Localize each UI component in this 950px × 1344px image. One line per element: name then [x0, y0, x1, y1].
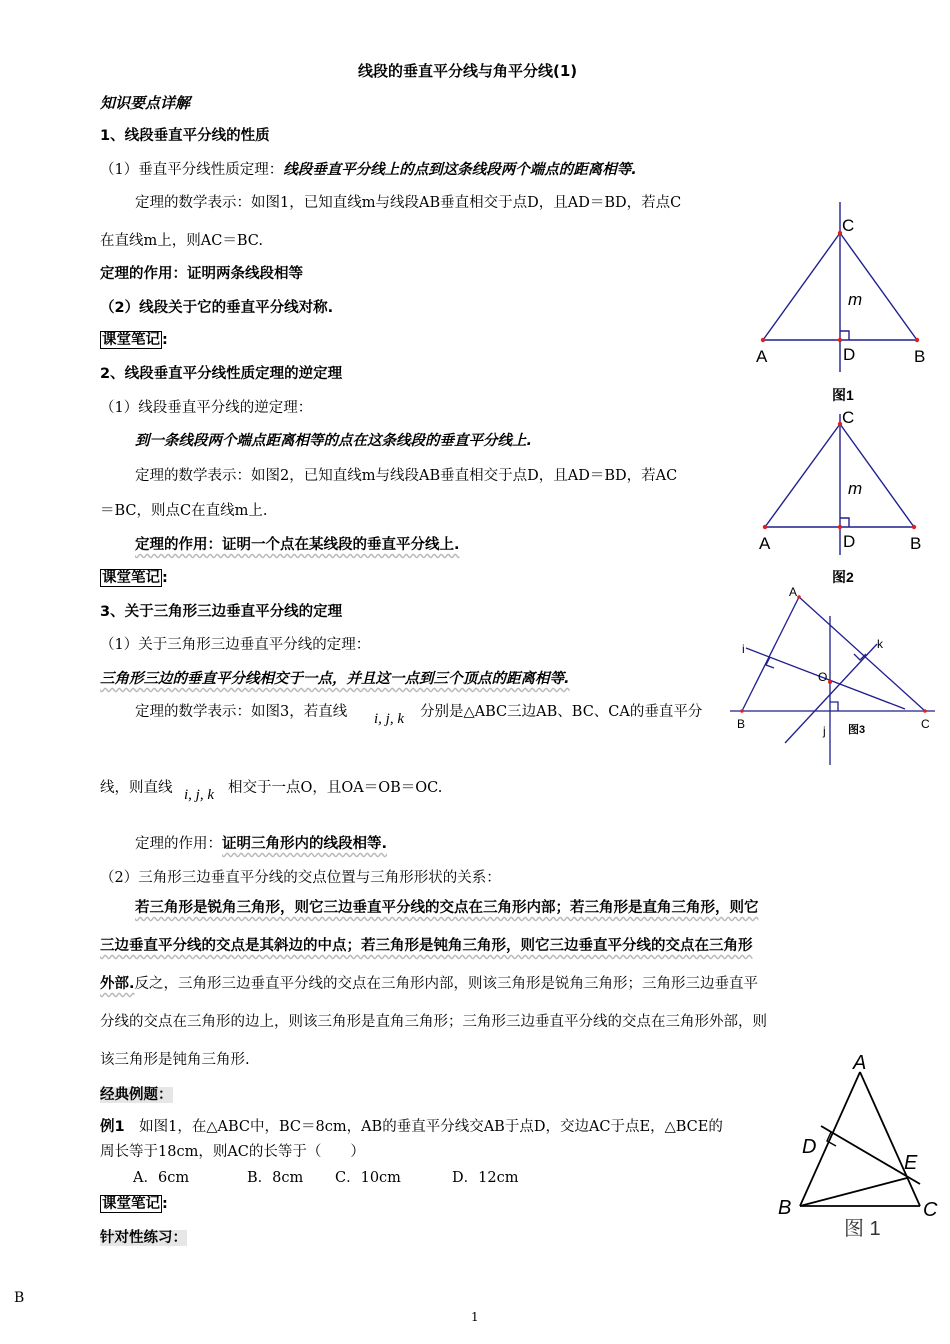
figure-1 [740, 200, 940, 410]
s3-math-line-2b: 相交于一点O，且OA＝OB＝OC. [228, 780, 443, 796]
fig2-point-a [763, 525, 767, 529]
s3-effect-text: 证明三角形内的线段相等. [222, 836, 388, 852]
s3-normal-line-4: 分线的交点在三角形的边上，则该三角形是直角三角形；三角形三边垂直平分线的交点在三角形外部，则 [100, 1014, 767, 1030]
s3-relation-label: （2）三角形三边垂直平分线的交点位置与三角形形状的关系： [100, 870, 501, 886]
footer-left-mark: B [14, 1290, 25, 1306]
fig2-side-ac [765, 424, 840, 527]
fig3-caption: 图3 [848, 724, 866, 736]
fig1-point-d [838, 338, 842, 342]
s2-theorem-label: （1）线段垂直平分线的逆定理： [100, 400, 313, 416]
notes-2 [100, 566, 168, 587]
example-1-line-1 [100, 1115, 723, 1136]
s3-theorem-statement: 三角形三边的垂直平分线相交于一点，并且这一点到三个顶点的距离相等. [100, 671, 570, 687]
examples-title [100, 1083, 173, 1104]
practice-title [100, 1226, 187, 1247]
fig3-point-b [740, 709, 744, 713]
fig1-label-m: m [848, 290, 863, 309]
s3-relation-paragraph [100, 889, 860, 1079]
notes-1 [100, 328, 168, 349]
fig1-caption: 图1 [832, 387, 854, 403]
s1-theorem-statement: 线段垂直平分线上的点到这条线段两个端点的距离相等. [283, 162, 637, 178]
fig2-side-bc [840, 424, 914, 527]
ex-fig-label-b: B [778, 1197, 792, 1219]
section-2-title: 2、线段垂直平分线性质定理的逆定理 [100, 366, 343, 382]
fig1-side-ac [763, 233, 840, 340]
ex-fig-label-e: E [904, 1152, 918, 1174]
section-heading: 知识要点详解 [100, 94, 191, 112]
notes-1-colon: : [162, 332, 168, 348]
s2-math-line-2: ＝BC，则点C在直线m上. [100, 503, 268, 519]
option-a: A．6cm [133, 1170, 190, 1186]
figure-3 [730, 580, 940, 780]
ex-fig-segment-be [800, 1178, 907, 1206]
ex-fig-side-ac [860, 1072, 920, 1206]
fig3-point-c [923, 709, 927, 713]
s3-math-line-2a: 线，则直线 [100, 780, 173, 796]
fig3-label-k: k [877, 637, 883, 651]
s3-math-line-1a: 定理的数学表示：如图3，若直线 [135, 704, 348, 720]
fig2-label-a: A [759, 534, 771, 553]
option-d: D．12cm [452, 1170, 519, 1186]
fig2-label-d: D [843, 532, 856, 551]
fig1-point-a [761, 338, 765, 342]
s3-bold-line-1: 若三角形是锐角三角形，则它三边垂直平分线的交点在三角形内部；若三角形是直角三角形，则它 [135, 900, 759, 916]
ex-fig-label-a: A [853, 1052, 867, 1074]
example-1-question: 如图1，在△ABC中，BC＝8cm，AB的垂直平分线交AB于点D，交边AC于点E，△BCE的 [139, 1119, 723, 1135]
fig3-label-o: O [818, 670, 828, 684]
s1-symmetry-text: （2）线段关于它的垂直平分线对称. [100, 300, 334, 316]
page-number: 1 [471, 1310, 479, 1324]
fig3-label-c: C [921, 717, 930, 731]
s3-bold-line-3: 外部. [100, 976, 135, 992]
fig2-point-b [912, 525, 916, 529]
fig3-label-i: i [742, 642, 745, 656]
example-1-label: 例1 [100, 1119, 125, 1135]
s2-theorem-statement: 到一条线段两个端点距离相等的点在这条线段的垂直平分线上. [135, 433, 533, 449]
fig3-side-ac [799, 597, 925, 711]
s3-normal-line-5: 该三角形是钝角三角形. [100, 1052, 250, 1068]
option-c: C．10cm [335, 1170, 401, 1186]
s3-math-line-1b: 分别是△ABC三边AB、BC、CA的垂直平分 [420, 704, 703, 720]
fig1-label-a: A [756, 347, 768, 366]
practice-title-text: 针对性练习： [100, 1230, 187, 1246]
notes-2-label: 课堂笔记 [102, 570, 160, 586]
notes-3 [100, 1192, 168, 1213]
examples-title-text: 经典例题： [100, 1087, 173, 1103]
s3-theorem-label: （1）关于三角形三边垂直平分线的定理： [100, 637, 371, 653]
s3-math-ijk-1: i, j, k [374, 711, 404, 727]
s3-bold-line-2: 三边垂直平分线的交点是其斜边的中点；若三角形是钝角三角形，则它三边垂直平分线的交点在三角形 [100, 938, 753, 954]
notes-1-label: 课堂笔记 [102, 332, 160, 348]
fig3-side-ab [742, 597, 799, 711]
ex-fig-caption: 图 1 [844, 1218, 881, 1240]
fig2-label-m: m [848, 479, 863, 498]
s1-math-line-1: 定理的数学表示：如图1，已知直线m与线段AB垂直相交于点D，且AD＝BD，若点C [135, 195, 682, 211]
fig3-label-b: B [737, 717, 746, 731]
fig3-label-j: j [823, 724, 826, 738]
fig2-caption: 图2 [832, 569, 854, 585]
fig3-label-a: A [789, 585, 798, 599]
s3-math-ijk-2: i, j, k [184, 787, 214, 803]
notes-2-colon: : [162, 570, 168, 586]
fig3-point-a [797, 595, 801, 599]
s1-theorem-prefix: （1）垂直平分线性质定理： [100, 162, 284, 178]
section-3-title: 3、关于三角形三边垂直平分线的定理 [100, 604, 343, 620]
s1-theorem-line [100, 158, 637, 179]
notes-3-colon: : [162, 1196, 168, 1212]
s2-math-line-1: 定理的数学表示：如图2，已知直线m与线段AB垂直相交于点D，且AD＝BD，若AC [135, 468, 678, 484]
fig1-side-bc [840, 233, 917, 340]
s2-effect: 定理的作用：证明一个点在某线段的垂直平分线上. [135, 537, 460, 553]
s3-effect-prefix: 定理的作用： [135, 836, 222, 852]
page-title: 线段的垂直平分线与角平分线(1) [358, 62, 578, 80]
fig1-label-c: C [842, 216, 855, 235]
fig1-label-d: D [843, 345, 856, 364]
option-b: B．8cm [247, 1170, 304, 1186]
figure-example-1 [770, 1050, 945, 1250]
s3-effect [135, 832, 387, 853]
fig3-point-o [828, 680, 832, 684]
fig3-right-angle-j [830, 702, 838, 711]
s1-math-line-2: 在直线m上，则AC＝BC. [100, 233, 263, 249]
ex-fig-label-d: D [802, 1136, 817, 1158]
s1-effect: 定理的作用：证明两条线段相等 [100, 266, 303, 282]
fig2-label-b: B [910, 534, 922, 553]
fig2-label-c: C [842, 408, 855, 427]
ex-fig-label-c: C [923, 1199, 938, 1221]
s1-symmetry [100, 296, 333, 317]
fig1-label-b: B [914, 347, 926, 366]
notes-3-label: 课堂笔记 [102, 1196, 160, 1212]
figure-2 [740, 404, 940, 590]
s3-normal-line-3: 反之，三角形三边垂直平分线的交点在三角形内部，则该三角形是锐角三角形；三角形三边垂直平 [134, 976, 759, 992]
section-1-title: 1、线段垂直平分线的性质 [100, 128, 270, 144]
fig1-point-b [915, 338, 919, 342]
example-1-line-2: 周长等于18cm，则AC的长等于（ ） [100, 1144, 365, 1160]
fig2-point-d [838, 525, 842, 529]
